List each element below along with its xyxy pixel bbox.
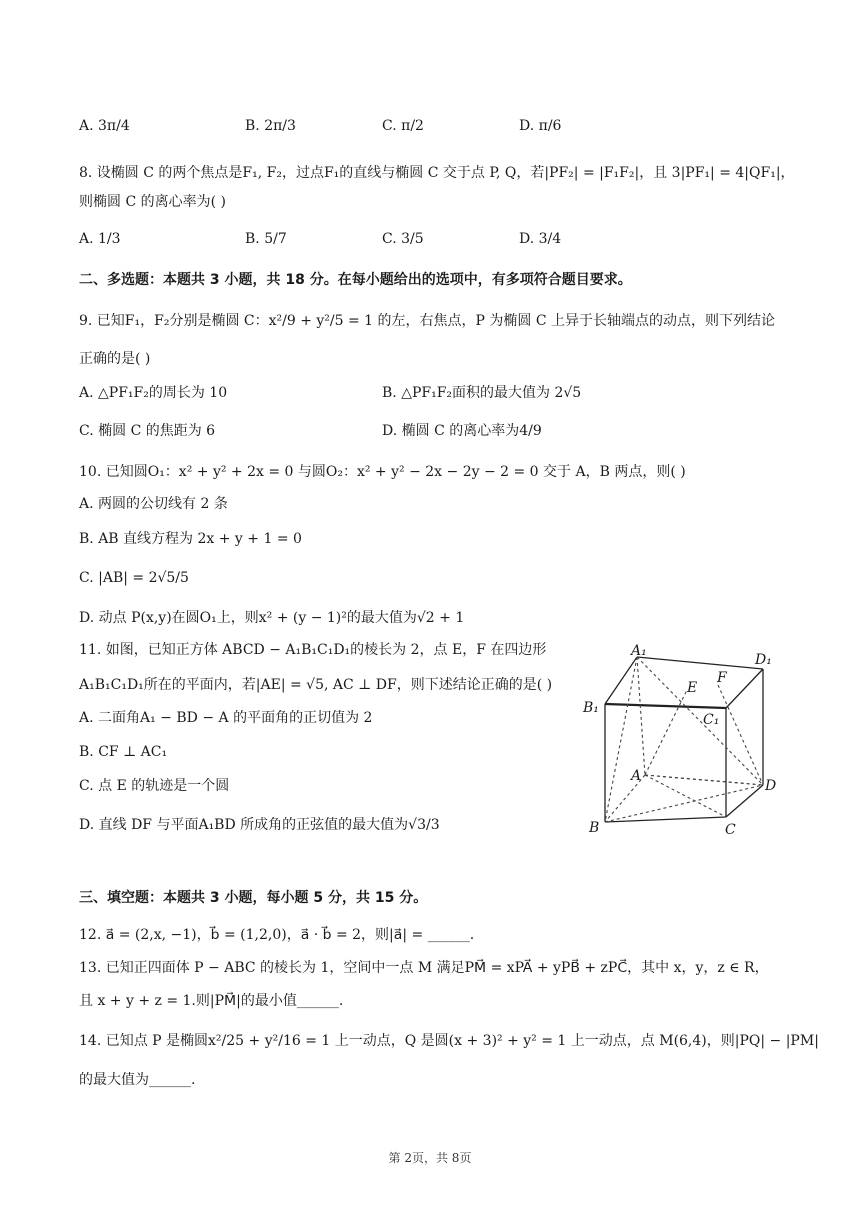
q14-stem-line1: 14. 已知点 P 是椭圆x²/25 + y²/16 = 1 上一动点，Q 是圆(x + 3)² + y² = 1 上一动点，点 M(6,4)，则|PQ| − |PM|	[79, 1033, 819, 1049]
q7-option-d: D. π/6	[519, 118, 562, 134]
q8-option-d: D. 3/4	[519, 231, 562, 247]
q9-stem-line1: 9. 已知F₁，F₂分别是椭圆 C：x²/9 + y²/5 = 1 的左，右焦点，P 为椭圆 C 上异于长轴端点的动点，则下列结论	[79, 313, 775, 329]
edge-c1-d1	[726, 669, 763, 708]
q12-stem: 12. a⃗ = (2,x, −1)，b⃗ = (1,2,0)，a⃗ · b⃗ = 2，则|a⃗| = ______.	[79, 927, 475, 943]
edge-c-d	[726, 785, 763, 817]
q11-option-c: C. 点 E 的轨迹是一个圆	[79, 778, 230, 794]
q14-stem-line2: 的最大值为______.	[79, 1072, 196, 1088]
page-footer: 第 2页，共 8页	[388, 1151, 472, 1165]
label-c1: C₁	[703, 712, 720, 728]
q7-option-c: C. π/2	[382, 118, 424, 134]
line-f-d	[718, 685, 763, 785]
line-a-c	[645, 775, 726, 817]
cube-figure	[575, 640, 780, 840]
q10-stem: 10. 已知圆O₁：x² + y² + 2x = 0 与圆O₂：x² + y² − 2x − 2y − 2 = 0 交于 A，B 两点，则( )	[79, 464, 686, 480]
q11-option-b: B. CF ⊥ AC₁	[79, 744, 168, 760]
edge-a-d-hidden	[645, 775, 763, 785]
q11-option-a: A. 二面角A₁ − BD − A 的平面角的正切值为 2	[79, 710, 373, 726]
label-b1: B₁	[583, 700, 599, 716]
q11-stem-line2: A₁B₁C₁D₁所在的平面内，若|AE| = √5, AC ⊥ DF，则下述结论正确的是( )	[79, 677, 553, 693]
edge-a1-b1	[605, 657, 637, 704]
q11-stem-line1: 11. 如图，已知正方体 ABCD − A₁B₁C₁D₁的棱长为 2，点 E，F 在四边形	[79, 642, 547, 658]
q8-stem-line1: 8. 设椭圆 C 的两个焦点是F₁, F₂，过点F₁的直线与椭圆 C 交于点 P, Q，若|PF₂| = |F₁F₂|，且 3|PF₁| = 4|QF₁|，	[79, 165, 795, 181]
line-a-e	[645, 690, 687, 775]
edge-a1-a-hidden	[637, 657, 645, 775]
label-c: C	[725, 822, 736, 838]
label-a1: A₁	[631, 643, 647, 659]
q10-option-a: A. 两圆的公切线有 2 条	[79, 496, 228, 512]
label-d1: D₁	[755, 652, 772, 668]
q9-option-c: C. 椭圆 C 的焦距为 6	[79, 423, 216, 439]
q7-option-b: B. 2π/3	[245, 118, 296, 134]
section-2-heading: 二、多选题：本题共 3 小题，共 18 分。在每小题给出的选项中，有多项符合题目要求。	[79, 272, 632, 288]
q8-option-b: B. 5/7	[245, 231, 287, 247]
q8-option-c: C. 3/5	[382, 231, 424, 247]
q9-option-a: A. △PF₁F₂的周长为 10	[79, 385, 228, 401]
q13-stem-line1: 13. 已知正四面体 P − ABC 的棱长为 1，空间中一点 M 满足PM⃗ = xPA⃗ + yPB⃗ + zPC⃗，其中 x，y，z ∈ R，	[79, 960, 769, 976]
q11-option-d: D. 直线 DF 与平面A₁BD 所成角的正弦值的最大值为√3/3	[79, 817, 440, 833]
q8-stem-line2: 则椭圆 C 的离心率为( )	[79, 194, 226, 210]
q9-stem-line2: 正确的是( )	[79, 351, 151, 367]
label-e: E	[687, 680, 698, 696]
q9-option-d: D. 椭圆 C 的离心率为4/9	[382, 423, 542, 439]
label-b: B	[589, 820, 600, 836]
q10-option-c: C. |AB| = 2√5/5	[79, 570, 189, 586]
q7-option-a: A. 3π/4	[79, 118, 130, 134]
line-a-d	[645, 775, 763, 785]
q8-option-a: A. 1/3	[79, 231, 121, 247]
edge-b1-c1	[605, 704, 726, 708]
label-d: D	[765, 778, 777, 794]
line-a1-b	[605, 657, 637, 822]
line-b-d	[605, 785, 763, 822]
label-f: F	[717, 670, 727, 686]
q10-option-b: B. AB 直线方程为 2x + y + 1 = 0	[79, 531, 302, 547]
label-a: A	[631, 768, 642, 784]
line-a1-d	[637, 657, 763, 785]
q9-option-b: B. △PF₁F₂面积的最大值为 2√5	[382, 385, 582, 401]
q10-option-d: D. 动点 P(x,y)在圆O₁上，则x² + (y − 1)²的最大值为√2 + 1	[79, 610, 465, 626]
q13-stem-line2: 且 x + y + z = 1.则|PM⃗|的最小值______.	[79, 993, 344, 1009]
edge-a1-d1	[637, 657, 763, 669]
section-3-heading: 三、填空题：本题共 3 小题，每小题 5 分，共 15 分。	[79, 890, 428, 906]
